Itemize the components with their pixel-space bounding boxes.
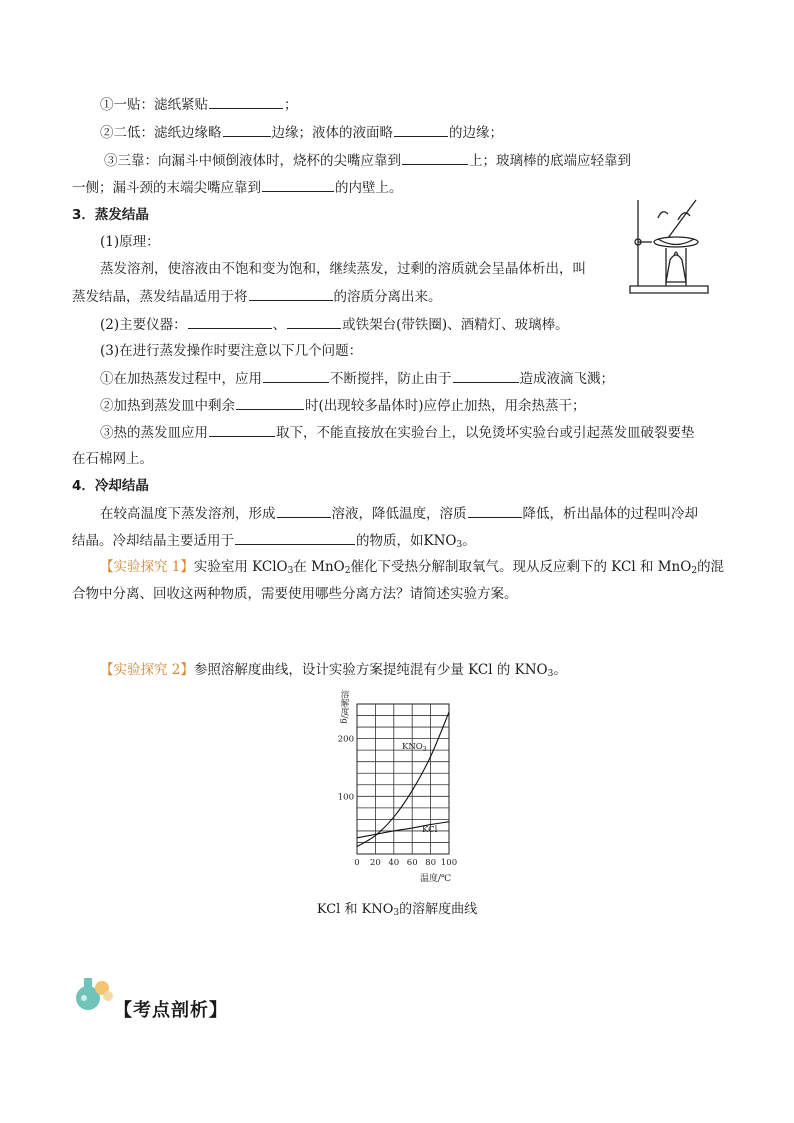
legend-label-kcl: KCl <box>422 825 438 835</box>
subscript: 2 <box>344 566 351 576</box>
paragraph: (1)原理： <box>100 234 160 250</box>
subscript: 3 <box>456 540 463 550</box>
filter-rule-2 <box>100 121 503 144</box>
answer-blank[interactable] <box>394 121 448 137</box>
x-tick-label: 0 <box>354 858 360 868</box>
subscript: 3 <box>547 669 554 679</box>
text: 的溶质分离出来。 <box>333 289 442 305</box>
y-tick-label: 200 <box>337 734 354 745</box>
y-tick-label: 100 <box>337 792 354 803</box>
text: 参照溶解度曲线，设计实验方案提纯混有少量 KCl 的 KNO <box>193 662 548 678</box>
subscript: 2 <box>691 566 698 576</box>
filter-rule-3-cont <box>72 176 403 199</box>
evaporation-apparatus-illustration <box>618 190 718 300</box>
subscript: 3 <box>287 566 294 576</box>
text: 取下，不能直接放在实验台上，以免烫坏实验台或引起蒸发皿破裂要垫 <box>276 425 695 441</box>
text: 蒸发结晶，蒸发结晶适用于将 <box>72 289 248 305</box>
paragraph: 合物中分离、回收这两种物质，需要使用哪些分离方法？请简述实验方案。 <box>72 586 518 602</box>
x-axis-label: 温度/℃ <box>420 874 452 884</box>
x-tick-label: 20 <box>369 858 381 868</box>
answer-blank[interactable] <box>209 93 283 109</box>
answer-blank[interactable] <box>236 394 304 410</box>
answer-blank[interactable] <box>402 149 468 165</box>
text: 溶液，降低温度，溶质 <box>331 506 467 522</box>
x-tick-label: 100 <box>440 858 458 868</box>
answer-blank[interactable] <box>223 121 271 137</box>
text: 不断搅拌，防止由于 <box>330 371 452 387</box>
text: 的溶解度曲线 <box>399 902 478 917</box>
answer-blank[interactable] <box>287 313 341 329</box>
text: 的物质，如KNO <box>356 533 457 549</box>
paragraph: 在石棉网上。 <box>72 451 153 467</box>
section-title: 【考点剖析】 <box>114 1000 228 1021</box>
text: (2)主要仪器： <box>100 317 187 333</box>
answer-blank[interactable] <box>249 285 333 301</box>
text: 。 <box>462 533 476 549</box>
answer-blank[interactable] <box>277 502 331 518</box>
answer-blank[interactable] <box>209 421 275 437</box>
text: ②二低：滤纸边缘略 <box>100 125 222 141</box>
text: 时(出现较多晶体时)应停止加热，用余热蒸干； <box>305 398 586 414</box>
answer-blank[interactable] <box>453 367 519 383</box>
text: 的边缘； <box>449 125 503 141</box>
figure-caption <box>0 898 794 918</box>
text: ①在加热蒸发过程中，应用 <box>100 371 262 387</box>
filter-rule-1 <box>100 93 298 116</box>
paragraph <box>100 394 586 417</box>
text: 、 <box>272 317 287 333</box>
legend-label-kno3: $KNO_3$ <box>402 742 427 753</box>
y-axis-label: 溶解度/g <box>339 690 349 724</box>
answer-blank[interactable] <box>235 529 355 545</box>
experiment-1 <box>100 556 724 582</box>
text: 降低，析出晶体的过程叫冷却 <box>522 506 698 522</box>
text: 或铁架台(带铁圈)、酒精灯、玻璃棒。 <box>342 317 569 333</box>
text: 一侧；漏斗颈的末端尖嘴应靠到 <box>72 180 261 196</box>
text: 上；玻璃棒的底端应轻靠到 <box>469 153 631 169</box>
text: ②加热到蒸发皿中剩余 <box>100 398 235 414</box>
text: 实验室用 KClO <box>193 559 288 575</box>
paragraph: (3)在进行蒸发操作时要注意以下几个问题： <box>100 343 363 359</box>
x-tick-label: 40 <box>388 858 400 868</box>
paragraph <box>100 421 695 444</box>
text: ； <box>284 97 298 113</box>
filter-rule-3 <box>104 149 631 172</box>
paragraph <box>100 313 569 336</box>
x-tick-label: 80 <box>425 858 437 868</box>
experiment-tag: 【实验探究 2】 <box>100 662 194 678</box>
text: 在 MnO <box>293 559 345 575</box>
flask-icon <box>70 968 116 1014</box>
text: ③热的蒸发皿应用 <box>100 425 208 441</box>
paragraph <box>100 367 614 390</box>
section-heading: 4．冷却结晶 <box>72 478 149 494</box>
text: 在较高温度下蒸发溶剂，形成 <box>100 506 276 522</box>
text: 的内壁上。 <box>335 180 403 196</box>
answer-blank[interactable] <box>263 367 329 383</box>
text: 催化下受热分解制取氧气。现从反应剩下的 KCl 和 MnO <box>350 559 692 575</box>
text: 结晶。冷却结晶主要适用于 <box>72 533 234 549</box>
answer-blank[interactable] <box>468 502 522 518</box>
subscript: 3 <box>393 908 400 918</box>
text: 。 <box>553 662 567 678</box>
text: ③三靠：向漏斗中倾倒液体时，烧杯的尖嘴应靠到 <box>104 153 401 169</box>
solubility-chart <box>322 688 472 888</box>
text: 的混 <box>697 559 725 575</box>
text: ①一贴：滤纸紧贴 <box>100 97 208 113</box>
chart-ticks <box>338 735 457 868</box>
paragraph <box>72 529 476 556</box>
text: 边缘；液体的液面略 <box>271 125 393 141</box>
x-tick-label: 60 <box>406 858 418 868</box>
section-heading: 3．蒸发结晶 <box>72 207 149 223</box>
experiment-tag: 【实验探究 1】 <box>100 559 194 575</box>
answer-blank[interactable] <box>262 176 334 192</box>
paragraph <box>100 502 698 525</box>
text: 造成液滴飞溅； <box>519 371 614 387</box>
experiment-2 <box>100 659 567 685</box>
paragraph <box>72 285 442 308</box>
answer-blank[interactable] <box>188 313 272 329</box>
paragraph: 蒸发溶剂，使溶液由不饱和变为饱和，继续蒸发，过剩的溶质就会呈晶体析出，叫 <box>100 261 586 277</box>
text: KCl 和 KNO <box>316 902 394 917</box>
